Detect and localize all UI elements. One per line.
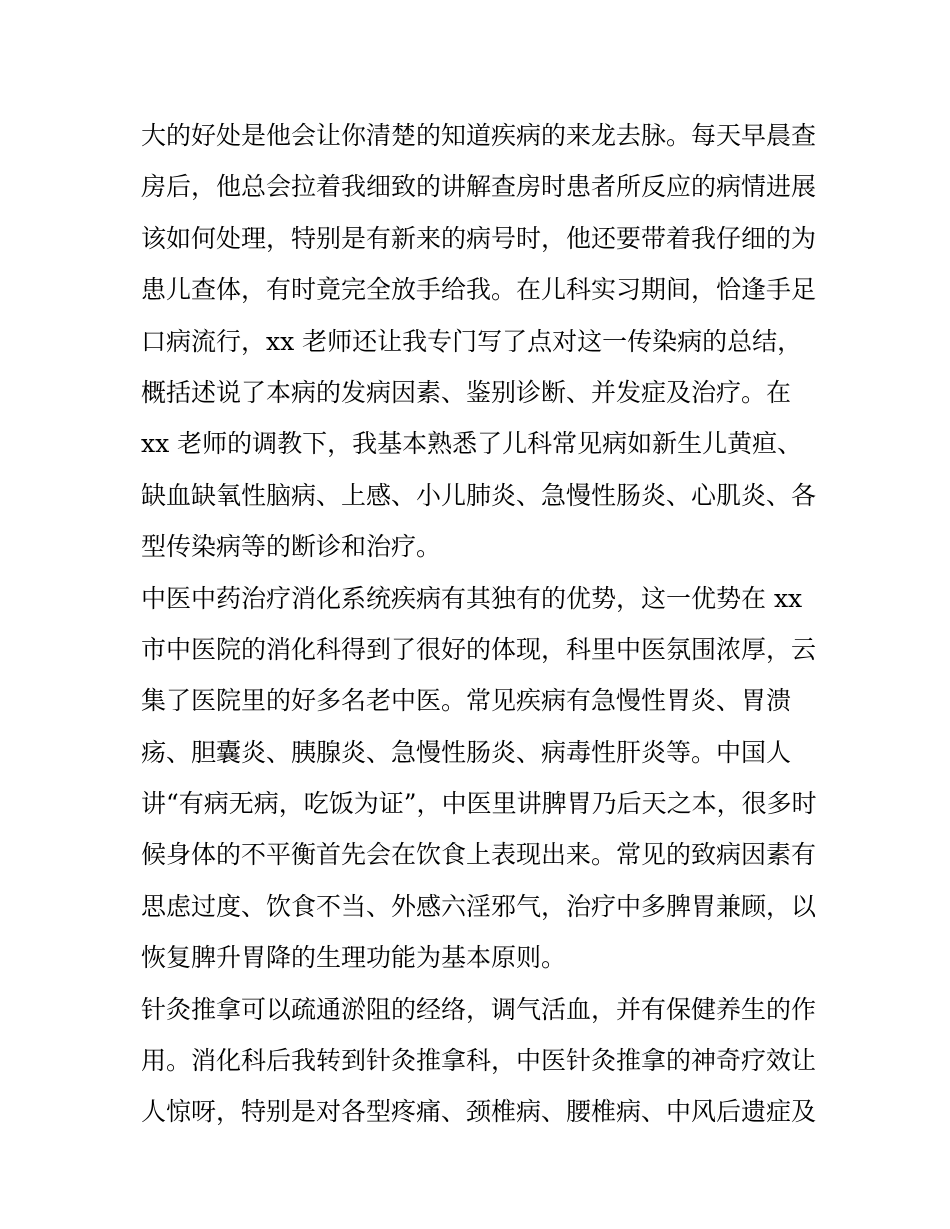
text-line: 集了医院里的好多名老中医。常见疾病有急慢性胃炎、胃溃: [141, 686, 792, 716]
text-line: 人惊呀，特别是对各型疼痛、颈椎病、腰椎病、中风后遗症及: [141, 1097, 817, 1127]
text-line: xx 老师的调教下，我基本熟悉了儿科常见病如新生儿黄疸、: [141, 429, 803, 459]
text-line: 型传染病等的断诊和治疗。: [141, 532, 442, 562]
paragraph-acupuncture: [141, 984, 821, 1138]
text-line: 恢复脾升胃降的生理功能为基本原则。: [141, 943, 567, 973]
paragraph-pediatrics: [141, 110, 821, 573]
document-body: [141, 110, 821, 1138]
text-line: 市中医院的消化科得到了很好的体现，科里中医氛围浓厚，云: [141, 634, 817, 664]
text-line: 用。消化科后我转到针灸推拿科，中医针灸推拿的神奇疗效让: [141, 1046, 817, 1076]
text-line: 讲“有病无病，吃饭为证”，中医里讲脾胃乃后天之本，很多时: [141, 789, 817, 819]
text-line: 疡、胆囊炎、胰腺炎、急慢性肠炎、病毒性肝炎等。中国人: [141, 737, 792, 767]
paragraph-digestive: [141, 573, 821, 984]
text-line: 大的好处是他会让你清楚的知道疾病的来龙去脉。每天早晨查: [141, 121, 817, 150]
text-line: 该如何处理，特别是有新来的病号时，他还要带着我仔细的为: [141, 223, 817, 253]
text-line: 概括述说了本病的发病因素、鉴别诊断、并发症及治疗。在: [141, 377, 792, 407]
text-line: 房后，他总会拉着我细致的讲解查房时患者所反应的病情进展: [141, 172, 817, 202]
text-line: 思虑过度、饮食不当、外感六淫邪气，治疗中多脾胃兼顾，以: [141, 891, 817, 921]
text-line: 缺血缺氧性脑病、上感、小儿肺炎、急慢性肠炎、心肌炎、各: [141, 480, 817, 510]
text-line: 针灸推拿可以疏通淤阻的经络，调气活血，并有保健养生的作: [141, 994, 817, 1024]
text-line: 中医中药治疗消化系统疾病有其独有的优势，这一优势在 xx: [141, 583, 803, 613]
text-line: 候身体的不平衡首先会在饮食上表现出来。常见的致病因素有: [141, 840, 817, 870]
text-line: 患儿查体，有时竟完全放手给我。在儿科实习期间，恰逢手足: [141, 275, 817, 305]
text-line: 口病流行，xx 老师还让我专门写了点对这一传染病的总结，: [141, 326, 803, 356]
